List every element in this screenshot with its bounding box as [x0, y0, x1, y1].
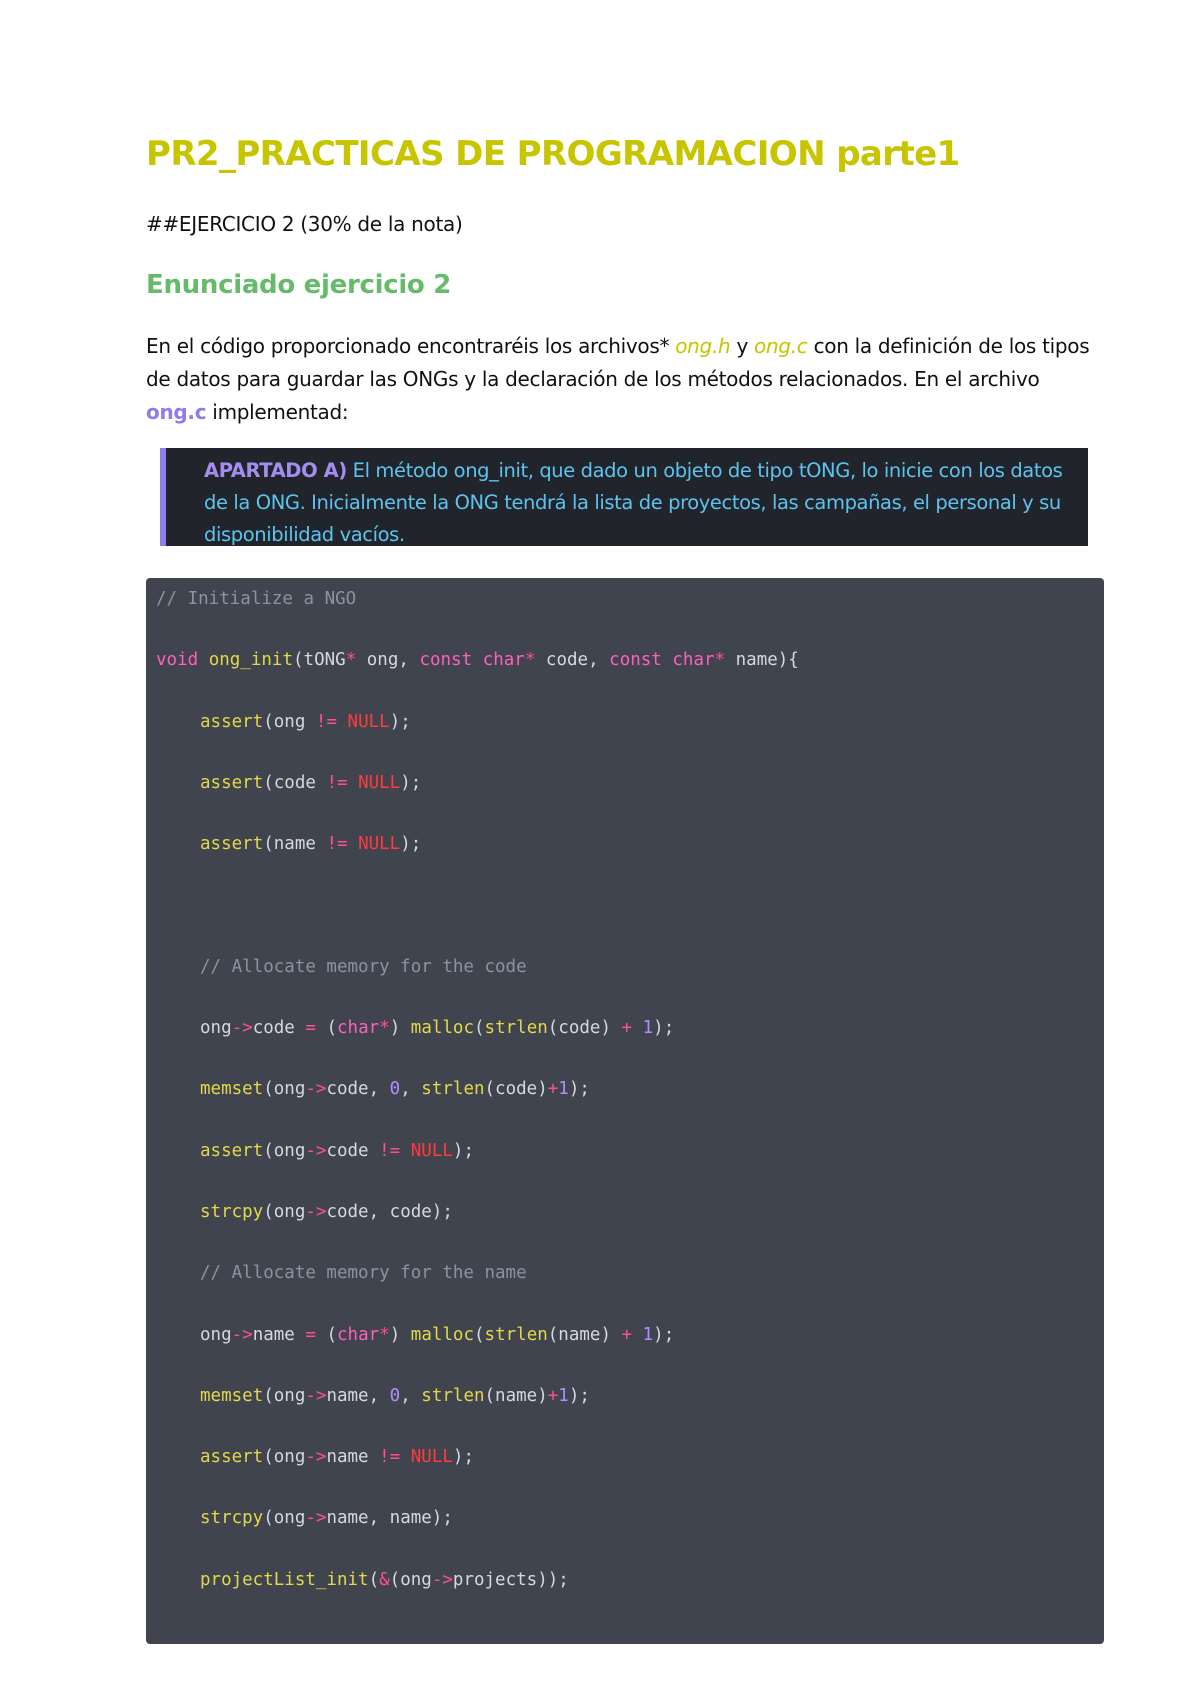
code-line: memset(ong->code, 0, strlen(code)+1);	[200, 1079, 590, 1100]
code-token: char	[337, 1018, 380, 1039]
code-token: *	[379, 1324, 390, 1345]
code-line: projectList_init(&(ong->projects));	[200, 1569, 569, 1590]
paragraph-text: con la definición de los tipos de datos para guardar las ONGs y la declaración de los métodos relacionados. En el archivo	[146, 334, 1090, 391]
code-comment: // Allocate memory for the name	[200, 1263, 527, 1284]
code-token: assert	[200, 1140, 264, 1161]
code-token: ong_init	[208, 650, 293, 671]
paragraph-text: En el código proporcionado encontraréis los archivos*	[146, 334, 676, 358]
code-line	[156, 1262, 1104, 1323]
code-token: strcpy	[200, 1508, 264, 1529]
code-token: assert	[200, 834, 264, 855]
code-comment: // Allocate memory for the code	[200, 956, 527, 977]
code-token: (tONG	[293, 650, 346, 671]
code-token: ->	[305, 1140, 327, 1161]
code-token: 1	[642, 1324, 654, 1345]
code-token: ->	[431, 1569, 453, 1590]
code-token: ->	[305, 1201, 327, 1222]
code-token: strcpy	[200, 1201, 264, 1222]
code-token: 0	[389, 1079, 401, 1100]
code-line: assert(ong != NULL);	[200, 711, 411, 732]
code-token: ->	[305, 1079, 327, 1100]
code-line	[156, 588, 1104, 649]
code-line: assert(code != NULL);	[200, 772, 422, 793]
blockquote-apartado-a	[160, 448, 1088, 546]
code-token: 1	[558, 1079, 569, 1100]
code-token: ->	[231, 1324, 253, 1345]
code-token: assert	[200, 772, 264, 793]
code-token: !=	[326, 834, 348, 855]
code-token: +	[621, 1018, 633, 1039]
code-line: memset(ong->name, 0, strlen(name)+1);	[200, 1385, 590, 1406]
code-comment: // Initialize a NGO	[156, 589, 357, 609]
code-token: char	[482, 650, 525, 671]
code-line: assert(ong->name != NULL);	[200, 1447, 474, 1468]
section-title: Enunciado ejercicio 2	[146, 270, 452, 300]
page-title: PR2_PRACTICAS DE PROGRAMACION parte1	[146, 134, 960, 174]
paragraph-text: implementad:	[206, 400, 349, 424]
code-token: malloc	[410, 1324, 474, 1345]
code-token: *	[714, 650, 726, 671]
code-token: *	[524, 650, 536, 671]
code-token: =	[305, 1324, 316, 1345]
code-line: ong->name = (char*) malloc(strlen(name) + 1);	[200, 1324, 675, 1345]
code-token: memset	[200, 1079, 264, 1100]
code-token: ->	[305, 1385, 327, 1406]
code-line	[156, 956, 1104, 1017]
code-token: char	[337, 1324, 380, 1345]
code-token: =	[305, 1018, 316, 1039]
code-token: NULL	[358, 772, 401, 793]
code-token: ->	[231, 1018, 253, 1039]
code-token: malloc	[410, 1018, 474, 1039]
code-token: !=	[326, 772, 348, 793]
code-token: *	[345, 650, 357, 671]
code-token: strlen	[484, 1324, 548, 1345]
code-token: 1	[642, 1018, 654, 1039]
file-name-ong-c: ong.c	[754, 334, 808, 358]
code-token: ->	[305, 1447, 327, 1468]
code-token: const	[419, 650, 473, 671]
code-token: void	[156, 650, 199, 671]
code-token: memset	[200, 1385, 264, 1406]
file-name-ong-c-bold: ong.c	[146, 400, 207, 424]
code-line: ong->code = (char*) malloc(strlen(code) + 1);	[200, 1018, 675, 1039]
quote-text: El método ong_init, que dado un objeto de tipo tONG, lo inicie con los datos de la ONG. Inicialmente la ONG tendrá la lista de proyectos, las campañas, el personal y su disponibilidad vacíos.	[204, 459, 1063, 546]
code-line-blank	[156, 894, 1104, 955]
code-line: assert(ong->code != NULL);	[200, 1140, 474, 1161]
code-token: !=	[315, 711, 337, 732]
exercise-heading: ##EJERCICIO 2 (30% de la nota)	[146, 212, 463, 236]
code-token: NULL	[347, 711, 390, 732]
code-line: strcpy(ong->code, code);	[200, 1201, 453, 1222]
code-token: +	[621, 1324, 633, 1345]
code-token: assert	[200, 711, 264, 732]
code-token: &	[379, 1569, 390, 1590]
code-token: NULL	[410, 1447, 453, 1468]
quote-label: APARTADO A)	[204, 459, 347, 482]
code-token: !=	[379, 1447, 401, 1468]
code-token: +	[547, 1079, 559, 1100]
code-token: ->	[305, 1508, 327, 1529]
code-token: assert	[200, 1447, 264, 1468]
code-token: strlen	[484, 1018, 548, 1039]
code-line: assert(name != NULL);	[200, 834, 422, 855]
code-block	[146, 578, 1104, 1644]
code-token: NULL	[358, 834, 401, 855]
code-token: const	[609, 650, 662, 671]
code-token: projectList_init	[200, 1569, 369, 1590]
code-token: *	[379, 1018, 390, 1039]
paragraph-text: y	[730, 334, 755, 358]
code-token: +	[547, 1385, 559, 1406]
code-line: strcpy(ong->name, name);	[200, 1508, 453, 1529]
code-line: void ong_init(tONG* ong, const char* code, const char* name){	[156, 650, 799, 671]
code-token: strlen	[421, 1385, 485, 1406]
statement-paragraph	[146, 330, 1091, 429]
code-token: 0	[389, 1385, 401, 1406]
file-name-ong-h: ong.h	[675, 334, 731, 358]
code-token: 1	[558, 1385, 569, 1406]
code-token: NULL	[410, 1140, 453, 1161]
code-token: !=	[379, 1140, 401, 1161]
code-token: char	[672, 650, 715, 671]
code-token: strlen	[421, 1079, 485, 1100]
